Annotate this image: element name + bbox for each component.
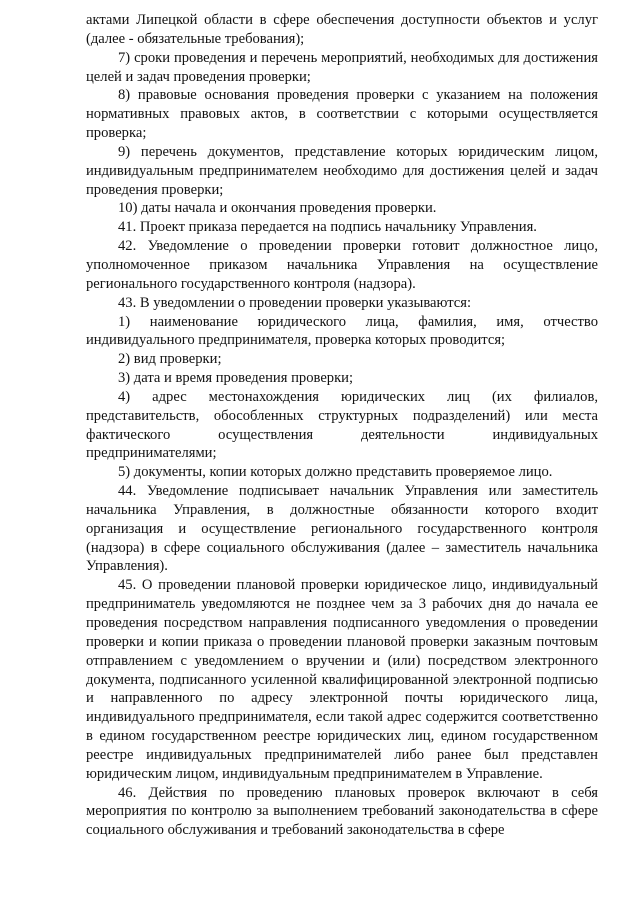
paragraph-46: 46. Действия по проведению плановых проверок включают в себя мероприятия по контролю за выполнением требований законодательства в сфере социального обслуживания и требований законодательства в сфере [86, 784, 598, 839]
paragraph-43-item-3: 3) дата и время проведения проверки; [118, 370, 354, 387]
paragraph-item-7: 7) сроки проведения и перечень мероприятий, необходимых для достижения целей и задач проведения проверки; [86, 49, 598, 85]
document-page [86, 11, 598, 840]
paragraph-43-item-4: 4) адрес местонахождения юридических лиц (их филиалов, представительств, обособленных структурных подразделений) или места фактического осуществления деятельности индивидуальных предпринимателями; [86, 388, 598, 462]
paragraph-45: 45. О проведении плановой проверки юридическое лицо, индивидуальный предприниматель уведомляются не позднее чем за 3 рабочих дня до начала ее проведения посредством направления подписанного уведомления о проведении проверки и копии приказа о проведении плановой проверки заказным почтовым отправлением с уведомлением о вручении и (или) посредством электронного документа, подписанного усиленной квалифицированной электронной подписью и направленного по адресу электронной почты юридического лица, индивидуального предпринимателя, если такой адрес содержится соответственно в едином государственном реестре юридических лиц, едином государственном реестре индивидуальных предпринимателей либо ранее был представлен юридическим лицом, индивидуальным предпринимателем в Управление. [86, 577, 598, 782]
paragraph-43-item-2: 2) вид проверки; [118, 351, 222, 368]
paragraph-43-item-5: 5) документы, копии которых должно представить проверяемое лицо. [118, 464, 553, 481]
paragraph-42: 42. Уведомление о проведении проверки готовит должностное лицо, уполномоченное приказом начальника Управления на осуществление регионального государственного контроля (надзора). [86, 238, 598, 292]
paragraph-44: 44. Уведомление подписывает начальник Управления или заместитель начальника Управления, в должностные обязанности которого входит организация и осуществление регионального государственного контроля (надзора) в сфере социального обслуживания (далее – заместитель начальника Управления). [86, 483, 598, 575]
paragraph-item-9: 9) перечень документов, представление которых юридическим лицом, индивидуальным предпринимателем необходимо для достижения целей и задач проведения проверки; [86, 143, 598, 198]
paragraph-43-item-1: 1) наименование юридического лица, фамилия, имя, отчество индивидуального предпринимателя, проверка которых проводится; [86, 313, 598, 349]
paragraph-41: 41. Проект приказа передается на подпись начальнику Управления. [118, 219, 537, 236]
paragraph-item-8: 8) правовые основания проведения проверки с указанием на положения нормативных правовых актов, в соответствии с которыми осуществляется проверка; [86, 87, 598, 142]
paragraph-continuation: актами Липецкой области в сфере обеспечения доступности объектов и услуг (далее - обязательные требования); [86, 12, 598, 47]
paragraph-item-10: 10) даты начала и окончания проведения проверки. [118, 200, 437, 217]
paragraph-43: 43. В уведомлении о проведении проверки указываются: [118, 294, 472, 311]
